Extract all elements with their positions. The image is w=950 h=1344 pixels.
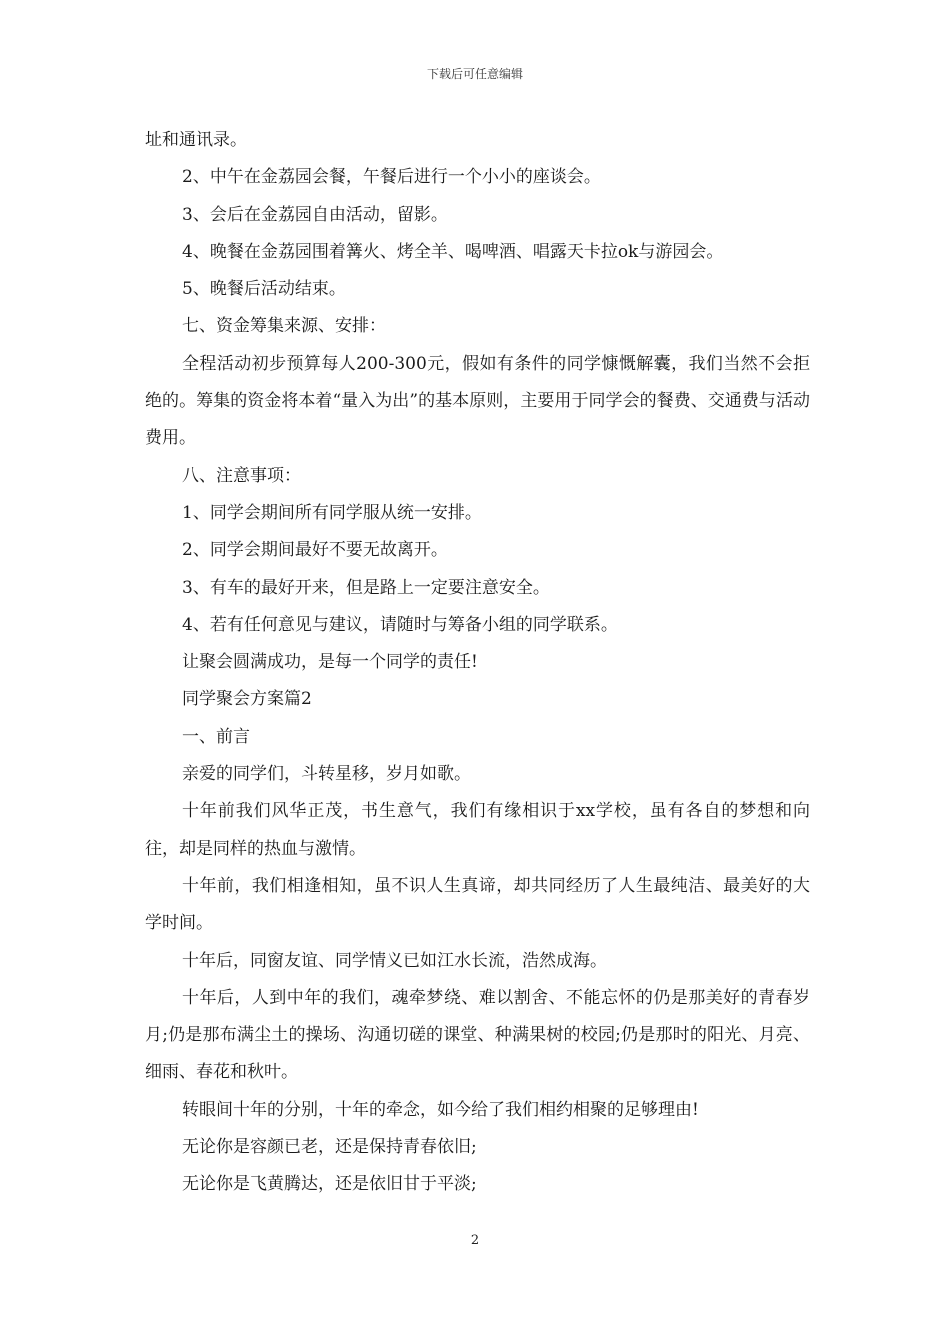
paragraph: 让聚会圆满成功，是每一个同学的责任! — [182, 652, 478, 673]
paragraph: 4、若有任何意见与建议，请随时与筹备小组的同学联系。 — [182, 614, 618, 635]
document-body — [145, 122, 810, 1204]
paragraph: 址和通讯录。 — [145, 130, 247, 150]
paragraph: 十年前，我们相逢相知，虽不识人生真谛，却共同经历了人生最纯洁、最美好的大学时间。 — [145, 875, 810, 934]
paragraph: 3、有车的最好开来，但是路上一定要注意安全。 — [182, 577, 550, 598]
paragraph: 十年后，同窗友谊、同学情义已如江水长流，浩然成海。 — [182, 950, 607, 971]
section-heading: 七、资金筹集来源、安排： — [182, 316, 386, 337]
paragraph: 3、会后在金荔园自由活动，留影。 — [182, 204, 448, 225]
paragraph: 无论你是飞黄腾达，还是依旧甘于平淡; — [182, 1174, 477, 1195]
paragraph: 转眼间十年的分别，十年的牵念，如今给了我们相约相聚的足够理由! — [182, 1099, 699, 1120]
section-heading: 八、注意事项： — [182, 465, 301, 486]
paragraph: 亲爱的同学们，斗转星移，岁月如歌。 — [182, 764, 471, 785]
paragraph: 十年后，人到中年的我们，魂牵梦绕、难以割舍、不能忘怀的仍是那美好的青春岁月;仍是那布满尘土的操场、沟通切磋的课堂、种满果树的校园;仍是那时的阳光、月亮、细雨、春花和秋叶。 — [145, 987, 810, 1083]
section-heading: 一、前言 — [182, 726, 250, 747]
paragraph: 十年前我们风华正茂，书生意气，我们有缘相识于xx学校，虽有各自的梦想和向往，却是同样的热血与激情。 — [145, 801, 810, 859]
paragraph: 无论你是容颜已老，还是保持青春依旧; — [182, 1137, 477, 1158]
article-title: 同学聚会方案篇2 — [182, 689, 312, 710]
paragraph: 2、同学会期间最好不要无故离开。 — [182, 540, 448, 561]
paragraph: 1、同学会期间所有同学服从统一安排。 — [182, 502, 482, 523]
paragraph: 2、中午在金荔园会餐，午餐后进行一个小小的座谈会。 — [182, 167, 601, 188]
paragraph: 5、晚餐后活动结束。 — [182, 279, 346, 300]
paragraph: 4、晚餐在金荔园围着篝火、烤全羊、喝啤酒、唱露天卡拉ok与游园会。 — [182, 241, 724, 262]
page-header: 下载后可任意编辑 — [426, 67, 523, 81]
page-number: 2 — [470, 1233, 480, 1248]
paragraph: 全程活动初步预算每人200-300元，假如有条件的同学慷慨解囊，我们当然不会拒绝的。筹集的资金将本着“量入为出”的基本原则，主要用于同学会的餐费、交通费与活动费用。 — [145, 353, 810, 449]
